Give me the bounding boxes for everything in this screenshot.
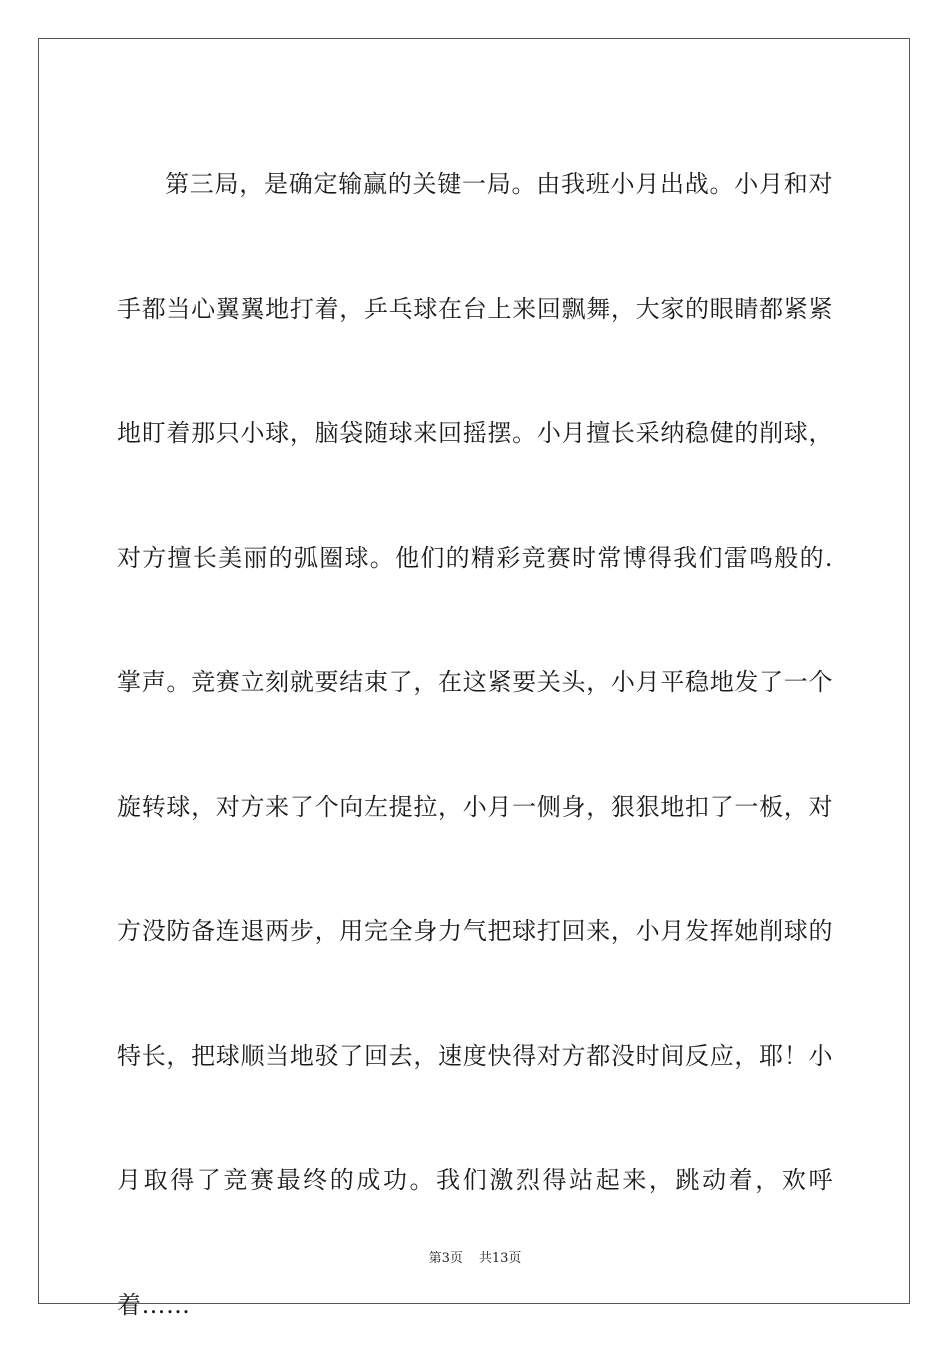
total-pages-label: 共13页 <box>478 1251 522 1266</box>
page-footer <box>0 1247 950 1266</box>
body-paragraph: 第三局，是确定输赢的关键一局。由我班小月出战。小月和对手都当心翼翼地打着，乒乓球在台上来回飘舞，大家的眼睛都紧紧地盯着那只小球，脑袋随球来回摇摆。小月擅长采纳稳健的削球，对方擅长美丽的弧圈球。他们的精彩竞赛时常博得我们雷鸣般的.掌声。竞赛立刻就要结束了，在这紧要关头，小月平稳地发了一个旋转球，对方来了个向左提拉，小月一侧身，狠狠地扣了一板，对方没防备连退两步，用完全身力气把球打回来，小月发挥她削球的特长，把球顺当地驳了回去，速度快得对方都没时间反应，耶！小月取得了竞赛最终的成功。我们激烈得站起来，跳动着，欢呼着…… <box>117 170 833 1319</box>
current-page-label: 第3页 <box>428 1251 463 1266</box>
